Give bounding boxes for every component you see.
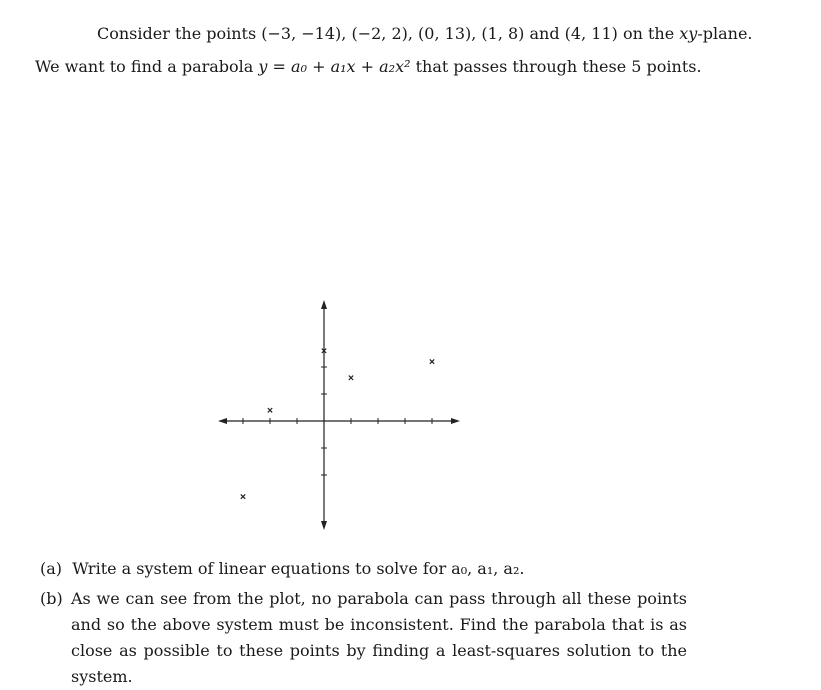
question-a [40, 556, 524, 582]
plane-variable: xy [679, 24, 698, 43]
intro-text-2: We want to find a parabola [35, 57, 259, 76]
plane-word: -plane. [697, 24, 753, 43]
y-axis-arrow-down [321, 521, 327, 530]
intro-text-3: that passes through these 5 points. [410, 57, 702, 76]
data-point [349, 376, 353, 380]
data-point [268, 408, 272, 412]
data-point [241, 494, 245, 498]
y-axis-arrow-up [321, 300, 327, 309]
parabola-equation: y = a₀ + a₁x + a₂x² [258, 57, 411, 76]
question-b-text: As we can see from the plot, no parabola can pass through all these points and so the above system must be inconsistent. Find the parabola that is as close as possible to these points by finding a least-squares solution to the system. [71, 589, 687, 686]
data-point [430, 359, 434, 363]
question-a-label: (a) [40, 559, 63, 578]
question-b-label: (b) [40, 589, 63, 608]
question-a-text: Write a system of linear equations to solve for a₀, a₁, a₂. [72, 559, 525, 578]
intro-text-on: on the [617, 24, 680, 43]
x-axis-arrow-right [451, 418, 460, 424]
points-list: (−3, −14), (−2, 2), (0, 13), (1, 8) and (4, 11) [261, 24, 618, 43]
x-axis-arrow-left [218, 418, 227, 424]
intro-text: Consider the points [97, 24, 262, 43]
